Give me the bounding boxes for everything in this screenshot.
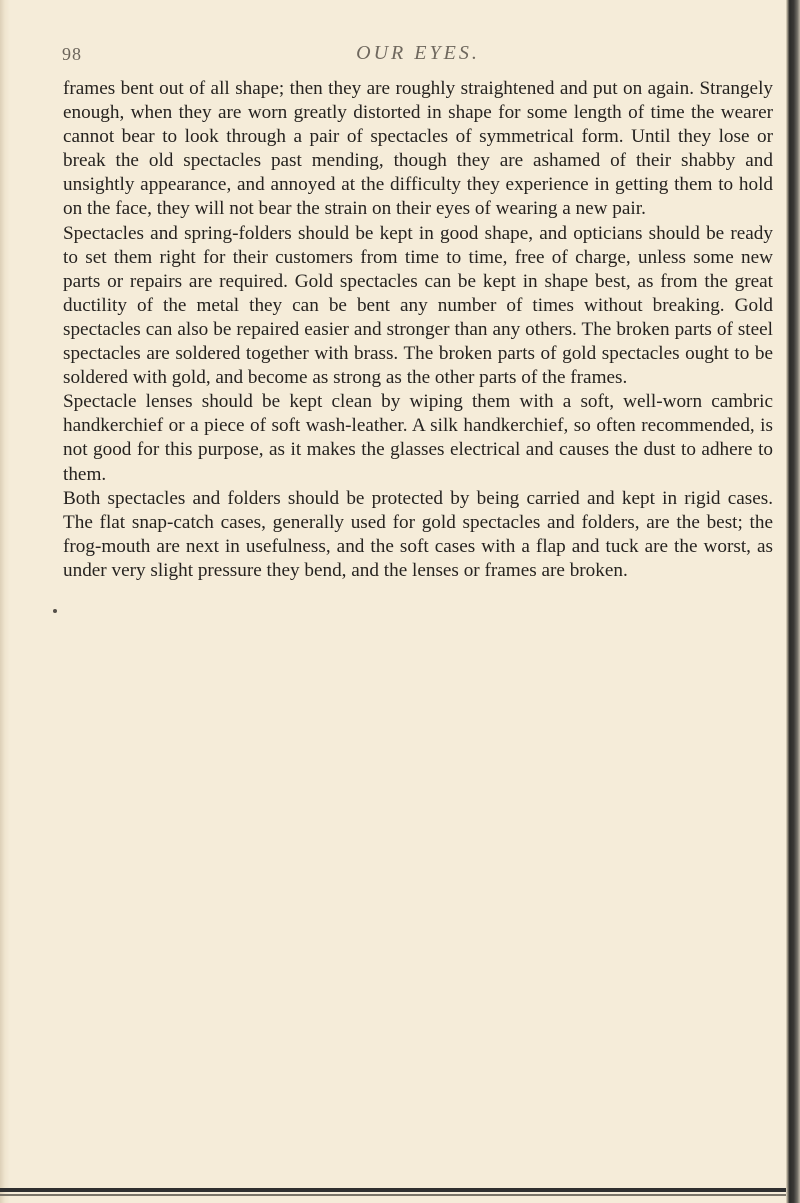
page-binding-edge <box>786 0 800 1203</box>
bottom-rule <box>0 1188 786 1192</box>
margin-dot <box>53 609 57 613</box>
paragraph-3: Spectacle lenses should be kept clean by wiping them with a soft, well-worn cambric handkerchief or a piece of soft wash-leather. A silk handkerchief, so often recommended, is not good for this purpose, as it makes the glasses electrical and causes the dust to adhere to them. <box>63 391 773 485</box>
paragraph-1: frames bent out of all shape; then they are roughly straightened and put on again. Strangely enough, when they are worn greatly distorted in shape for some length of time the wearer cannot bear to look through a pair of spectacles of symmetrical form. Until they lose or break the old spectacles past mending, though they are ashamed of their shabby and unsightly appearance, and annoyed at the difficulty they experience in getting them to hold on the face, they will not bear the strain on their eyes of wearing a new pair. <box>63 78 773 220</box>
bottom-rule-thin <box>0 1194 786 1196</box>
page-number: 98 <box>62 44 82 64</box>
paragraph-2: Spectacles and spring-folders should be kept in good shape, and opticians should be ready to set them right for their customers from time to time, free of charge, unless some new parts or repairs are required. Gold spectacles can be kept in shape best, as from the great ductility of the metal they can be bent any number of times without breaking. Gold spectacles can also be repaired easier and stronger than any others. The broken parts of steel spectacles are soldered together with brass. The broken parts of gold spectacles ought to be soldered with gold, and become as strong as the other parts of the frames. <box>63 222 773 389</box>
paragraph-4: Both spectacles and folders should be protected by being carried and kept in rigid cases. The flat snap-catch cases, generally used for gold spectacles and folders, are the best; the frog-mouth are next in usefulness, and the soft cases with a flap and tuck are the worst, as under very slight pressure they bend, and the lenses or frames are broken. <box>63 487 773 581</box>
page-left-edge <box>0 0 10 1203</box>
running-head <box>58 42 778 72</box>
text-body <box>63 77 773 583</box>
running-title: OUR EYES. <box>356 42 480 64</box>
